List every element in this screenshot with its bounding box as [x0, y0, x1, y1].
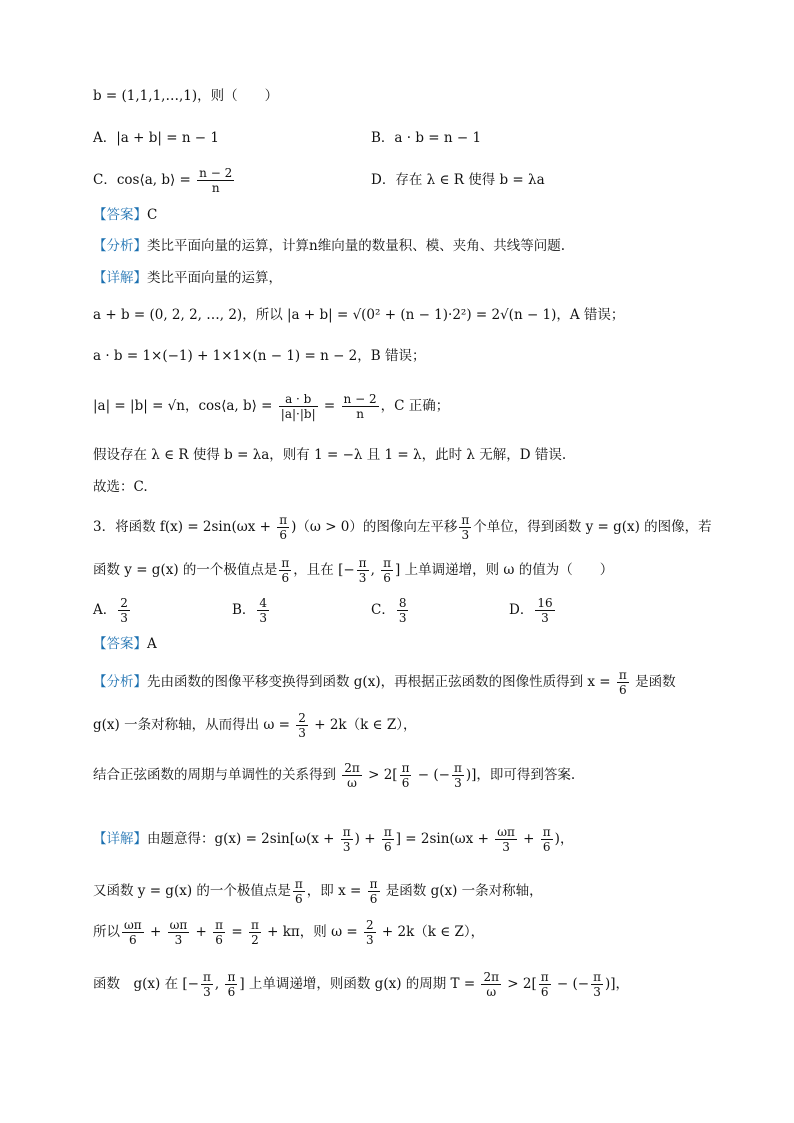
text: 3．将函数 f(x) = 2sin(ωx + [93, 519, 276, 535]
text: C． [371, 602, 395, 618]
detail-tag: 【详解】 [93, 831, 147, 847]
detail-sum-line [93, 305, 624, 325]
option-text: C．cos⟨a, b⟩ = [93, 172, 196, 188]
answer-1 [93, 205, 157, 225]
text: ，C 正确； [380, 398, 450, 414]
text: + 2k（k ∈ Z）， [309, 717, 417, 733]
question-3-option-c [371, 596, 410, 625]
fraction: $\frac{\pi}{6}$ [383, 556, 392, 585]
text: − (− [552, 976, 590, 992]
fraction: $\frac{\pi}{6}$ [279, 513, 288, 542]
option-b [371, 128, 481, 148]
fraction: $\frac{\pi}{3}$ [342, 825, 351, 854]
question-3-option-d [509, 596, 557, 625]
text: 由题意得：g(x) = 2sin[ω(x + [147, 831, 339, 847]
question-3-line-2 [93, 556, 613, 585]
answer-tag: 【答案】 [93, 207, 147, 223]
text: 是函数 g(x) 一条对称轴， [381, 883, 543, 899]
text: a · b = 1×(−1) + 1×1×(n − 1) = n − 2，B 错误； [93, 348, 426, 364]
text: ] 上单调递增，则 ω 的值为（ ） [395, 562, 614, 578]
fraction: $\frac{\omega\pi}{3}$ [497, 825, 515, 854]
option-text: B．a · b = n − 1 [371, 130, 482, 146]
fraction: $\frac{\pi}{3}$ [453, 761, 462, 790]
text: )]， [605, 976, 630, 992]
fraction: $\frac{n - 2}{n}$ [199, 166, 233, 195]
fraction: $\frac{4}{3}$ [259, 596, 268, 625]
text: , [370, 562, 380, 578]
text: > 2[ [363, 767, 398, 783]
fraction: $\frac{\pi}{3}$ [461, 513, 470, 542]
question-3-option-a [93, 596, 132, 625]
text: g(x) 一条对称轴，从而得出 ω = [93, 717, 295, 733]
analysis-text: 类比平面向量的运算，计算n维向量的数量积、模、夹角、共线等问题. [147, 238, 565, 254]
text: D． [509, 602, 534, 618]
analysis-2-line-2 [93, 711, 416, 740]
answer-tag: 【答案】 [93, 636, 147, 652]
text: b = (1,1,1,…,1)，则（ ） [93, 88, 279, 104]
option-text: A．|a + b| = n − 1 [93, 130, 220, 146]
analysis-2-line-1 [93, 668, 676, 697]
answer-value: C [147, 207, 158, 223]
analysis-tag: 【分析】 [93, 238, 147, 254]
detail-2-line-1 [93, 825, 573, 854]
text: 函数 y = g(x) 的一个极值点是 [93, 562, 278, 578]
detail-2-line-3 [93, 918, 484, 947]
choose-line [93, 477, 148, 497]
text: + [518, 831, 539, 847]
fraction: $\frac{\pi}{6}$ [542, 825, 551, 854]
detail-2-line-4 [93, 970, 629, 999]
detail-dot-line [93, 346, 425, 366]
detail-mod-line [93, 392, 449, 421]
text: a + b = (0, 2, 2, …, 2)，所以 |a + b| = √(0² + (n − 1)·2²) = 2√(n − 1)，A 错误； [93, 307, 625, 323]
text: + 2k（k ∈ Z）， [377, 924, 485, 940]
text: |a| = |b| = √n，cos⟨a, b⟩ = [93, 398, 277, 414]
text: 个单位，得到函数 y = g(x) 的图像，若 [473, 519, 712, 535]
text: A． [93, 602, 117, 618]
fraction: $\frac{16}{3}$ [537, 596, 553, 625]
detail-assume-line [93, 445, 566, 465]
answer-value: A [147, 636, 157, 652]
text: + kπ，则 ω = [262, 924, 362, 940]
fraction: $\frac{\omega\pi}{6}$ [124, 918, 142, 947]
detail-2-line-2 [93, 877, 543, 906]
fraction: $\frac{\pi}{6}$ [215, 918, 224, 947]
fraction: $\frac{\omega\pi}{3}$ [169, 918, 188, 947]
question-2-stem-tail [93, 86, 278, 106]
text: 故选：C. [93, 479, 148, 495]
option-d [371, 170, 545, 190]
text: 是函数 [630, 674, 676, 690]
question-3-option-b [232, 596, 271, 625]
fraction: $\frac{\pi}{6}$ [294, 877, 303, 906]
analysis-tag: 【分析】 [93, 674, 147, 690]
fraction: $\frac{\pi}{6}$ [540, 970, 549, 999]
text: + [145, 924, 166, 940]
fraction: $\frac{2}{3}$ [298, 711, 306, 740]
text: = [319, 398, 340, 414]
text: )， [554, 831, 574, 847]
text: 函数 g(x) 在 [− [93, 976, 199, 992]
text: )（ω > 0）的图像向左平移 [291, 519, 458, 535]
text: 结合正弦函数的周期与单调性的关系得到 [93, 767, 341, 783]
detail-1 [93, 268, 282, 288]
answer-2 [93, 634, 157, 654]
text: > 2[ [502, 976, 537, 992]
fraction: $\frac{2\pi}{\omega}$ [483, 970, 499, 999]
fraction: $\frac{\pi}{3}$ [593, 970, 601, 999]
fraction: $\frac{\pi}{3}$ [358, 556, 367, 585]
text: 所以 [93, 924, 120, 940]
analysis-2-line-3 [93, 761, 575, 790]
text: 又函数 y = g(x) 的一个极值点是 [93, 883, 291, 899]
fraction: $\frac{2\pi}{\omega}$ [344, 761, 360, 790]
fraction: $\frac{\pi}{6}$ [383, 825, 392, 854]
option-c [93, 166, 236, 195]
fraction: $\frac{2}{3}$ [120, 596, 128, 625]
text: − (− [413, 767, 450, 783]
fraction: $\frac{\pi}{6}$ [227, 970, 236, 999]
text: + [191, 924, 212, 940]
detail-text: 类比平面向量的运算， [147, 270, 282, 286]
text: ) + [354, 831, 380, 847]
option-a [93, 128, 219, 148]
text: = [227, 924, 247, 940]
fraction: $\frac{\pi}{6}$ [618, 668, 627, 697]
text: )]，即可得到答案. [465, 767, 576, 783]
fraction: $\frac{\pi}{6}$ [401, 761, 410, 790]
fraction: $\frac{2}{3}$ [365, 918, 374, 947]
analysis-1 [93, 236, 565, 256]
question-3-line-1 [93, 513, 712, 542]
fraction: $\frac{n - 2}{n}$ [343, 392, 377, 421]
fraction: $\frac{a \cdot b}{|a|\cdot|b|}$ [280, 392, 316, 421]
text: ，即 x = [306, 883, 366, 899]
text: 假设存在 λ ∈ R 使得 b = λa，则有 1 = −λ 且 1 = λ，此时 λ 无解，D 错误. [93, 447, 567, 463]
fraction: $\frac{\pi}{2}$ [250, 918, 259, 947]
fraction: $\frac{8}{3}$ [398, 596, 407, 625]
text: B． [232, 602, 256, 618]
text: 先由函数的图像平移变换得到函数 g(x)，再根据正弦函数的图像性质得到 x = [147, 674, 615, 690]
text: ，且在 [− [293, 562, 355, 578]
option-text: D．存在 λ ∈ R 使得 b = λa [371, 172, 545, 188]
text: ] 上单调递增，则函数 g(x) 的周期 T = [239, 976, 480, 992]
fraction: $\frac{\pi}{3}$ [202, 970, 211, 999]
detail-tag: 【详解】 [93, 270, 147, 286]
text: ] = 2sin(ωx + [395, 831, 494, 847]
text: , [214, 976, 224, 992]
fraction: $\frac{\pi}{6}$ [281, 556, 290, 585]
fraction: $\frac{\pi}{6}$ [369, 877, 378, 906]
